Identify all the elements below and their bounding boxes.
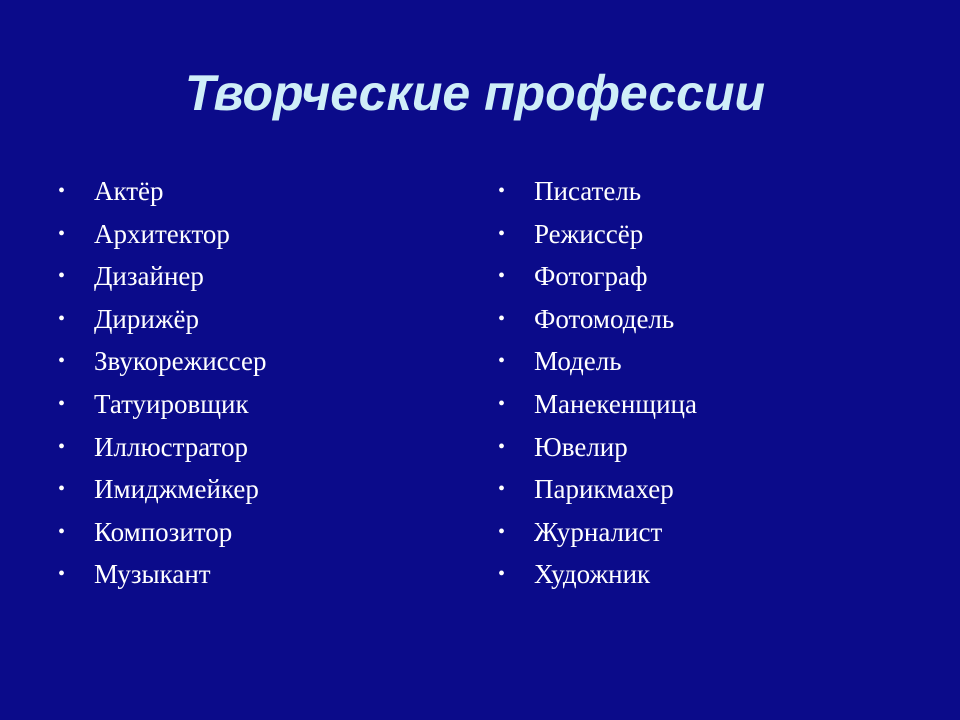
bullet-icon: • [58,478,66,501]
bullet-icon: • [498,222,506,245]
list-item [58,298,266,341]
list-item [498,213,697,256]
bullet-icon: • [498,307,506,330]
list-item [58,553,266,596]
bullet-icon: • [58,265,66,288]
list-item [58,170,266,213]
list-item [58,340,266,383]
list-item [58,511,266,554]
list-item [498,298,697,341]
list-item-label: Актёр [94,176,164,206]
bullet-icon: • [58,563,66,586]
list-item [498,340,697,383]
list-item-label: Журналист [534,516,663,547]
list-item-label: Художник [534,559,651,590]
list-item-label: Парикмахер [534,474,674,505]
bullet-icon: • [498,265,506,288]
list-item [58,426,266,469]
list-item-label: Ювелир [534,431,628,462]
list-item [498,468,697,511]
list-item [498,170,697,213]
list-item-label: Архитектор [94,218,230,249]
list-item-label: Писатель [534,176,642,206]
list-item [498,383,697,426]
list-item [58,255,266,298]
bullet-icon: • [498,520,506,543]
list-item [58,213,266,256]
list-item [498,511,697,554]
list-item [498,255,697,298]
bullet-icon: • [58,392,66,415]
bullet-icon: • [58,350,66,373]
list-item-label: Дизайнер [94,261,204,292]
list-item [58,383,266,426]
list-item-label: Музыкант [94,559,211,590]
list-item-label: Модель [534,346,622,377]
bullet-icon: • [498,350,506,373]
bullet-icon: • [58,435,66,458]
list-item-label: Звукорежиссер [94,346,267,377]
bullet-icon: • [58,307,66,330]
list-item-label: Фотомодель [534,303,675,334]
bullet-icon: • [498,180,506,202]
list-item-label: Имиджмейкер [94,474,259,505]
list-item [498,426,697,469]
list-item-label: Композитор [94,516,233,547]
right-column-list [498,170,697,596]
slide-title: Творческие профессии [184,65,766,121]
list-item-label: Иллюстратор [94,431,248,462]
list-item-label: Режиссёр [534,218,644,249]
bullet-icon: • [498,392,506,415]
list-item-label: Манекенщица [534,388,697,419]
bullet-icon: • [498,563,506,586]
left-column-list [58,170,266,596]
list-item-label: Дирижёр [94,303,199,334]
bullet-icon: • [498,435,506,458]
bullet-icon: • [498,478,506,501]
list-item [498,553,697,596]
list-item-label: Фотограф [534,261,648,292]
list-item-label: Татуировщик [94,388,249,419]
bullet-icon: • [58,222,66,245]
bullet-icon: • [58,520,66,543]
bullet-icon: • [58,180,66,202]
list-item [58,468,266,511]
